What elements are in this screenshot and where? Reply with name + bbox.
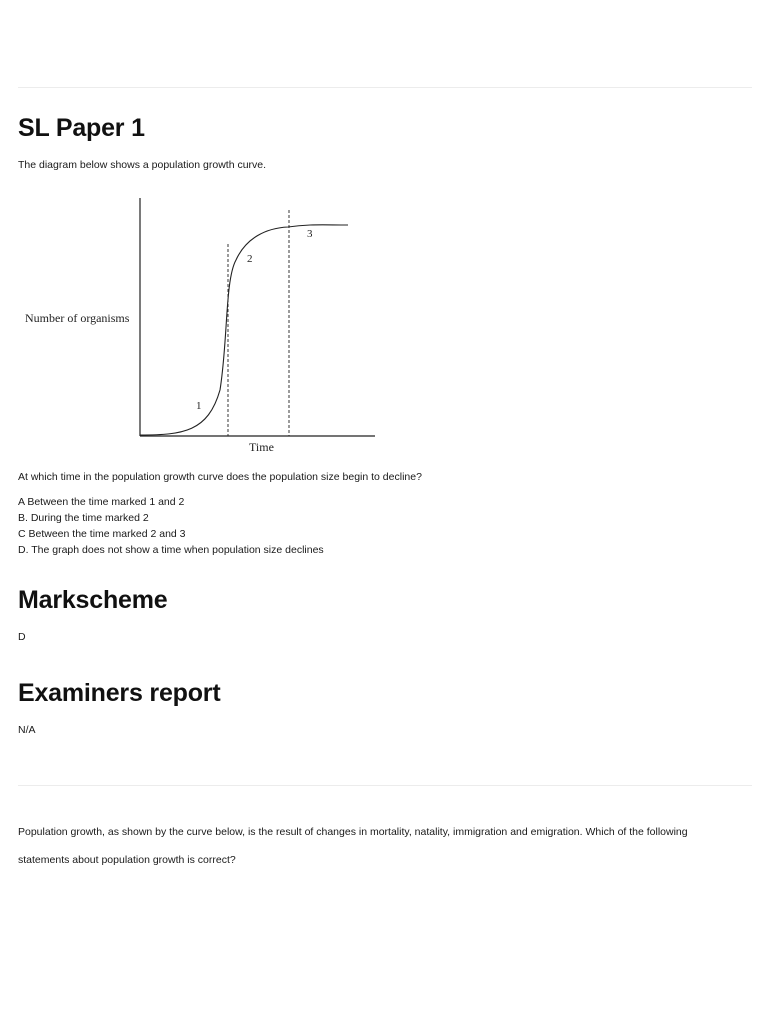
markscheme-heading: Markscheme: [18, 586, 168, 614]
growth-curve: [140, 225, 348, 435]
option-b: B. During the time marked 2: [18, 512, 149, 524]
question-stem: At which time in the population growth curve does the population size begin to decline?: [18, 471, 422, 483]
examiners-report-text: N/A: [18, 724, 36, 736]
question2-line2: statements about population growth is correct?: [18, 854, 236, 866]
question-intro: The diagram below shows a population growth curve.: [18, 159, 267, 171]
examiners-report-heading: Examiners report: [18, 679, 221, 707]
answer-options: [18, 494, 324, 558]
option-a: A Between the time marked 1 and 2: [18, 496, 185, 508]
curve-marker-1: 1: [196, 400, 202, 412]
curve-marker-2: 2: [247, 253, 253, 265]
option-d: D. The graph does not show a time when population size declines: [18, 544, 324, 556]
curve-marker-3: 3: [307, 228, 313, 240]
top-divider: [18, 87, 752, 88]
section-divider: [18, 785, 752, 786]
x-axis-label: Time: [249, 440, 274, 454]
option-c: C Between the time marked 2 and 3: [18, 528, 186, 540]
markscheme-answer: D: [18, 631, 26, 643]
y-axis-label: Number of organisms: [25, 311, 130, 325]
population-growth-figure: [18, 190, 390, 460]
page-title: SL Paper 1: [18, 114, 145, 142]
question2-line1: Population growth, as shown by the curve below, is the result of changes in mortality, natality, immigration and emigration. Which of the following: [18, 826, 688, 838]
